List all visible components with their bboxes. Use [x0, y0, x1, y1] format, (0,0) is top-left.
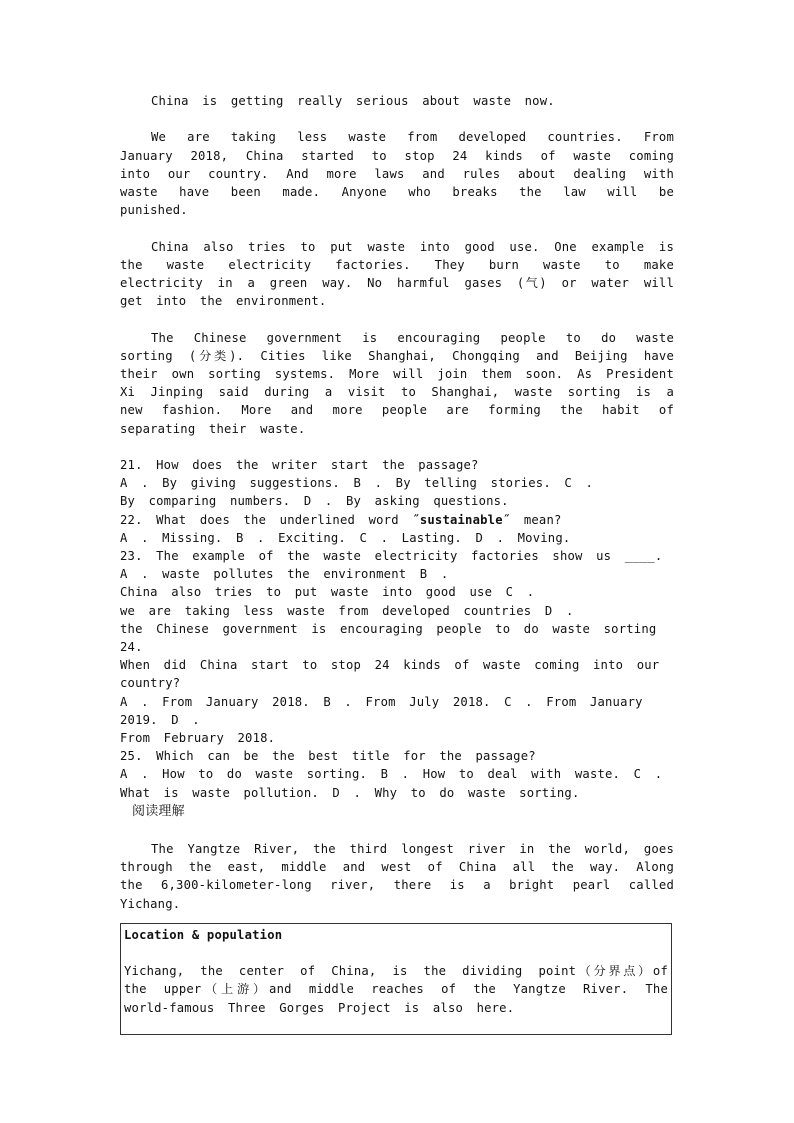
- document-page: [120, 92, 674, 1035]
- info-table: [120, 923, 672, 1035]
- table-title: Location & population: [124, 927, 283, 942]
- passage-paragraph-3: China also tries to put waste into good use. One example is the waste electricity factories. They burn waste to make electricity in a green way. No harmful gases (气) or water will get into the environment.: [120, 239, 674, 309]
- section-intro: The Yangtze River, the third longest river in the world, goes through the east, middle and west of China all the way. Along the 6,300-kilometer-long river, there is a bright pearl called Yichang.: [120, 842, 674, 911]
- question-22-suffix: mean?: [523, 512, 562, 527]
- question-24: 24. When did China start to stop 24 kinds of waste coming into our country? A . From January 2018. B . From July 2018. C . From January 2019. D . From February 2018.: [120, 640, 660, 746]
- section-heading: 阅读理解: [132, 803, 185, 819]
- passage-paragraph-2: We are taking less waste from developed countries. From January 2018, China started to stop 24 kinds of waste coming into our country. And more laws and rules about dealing with waste have been made. Anyone who breaks the law will be punished.: [120, 130, 674, 218]
- question-23: 23. The example of the waste electricity factories show us ____. A . waste pollutes the environment B . China also tries to put waste into good use C . we are taking less waste from developed countries D . the Chinese government is encouraging people to do waste sorting: [120, 549, 663, 636]
- passage-paragraph-1: China is getting really serious about waste now.: [151, 94, 555, 108]
- question-21: 21. How does the writer start the passage? A . By giving suggestions. B . By telling stories. C . By comparing numbers. D . By asking questions.: [120, 458, 594, 509]
- question-22-options: A . Missing. B . Exciting. C . Lasting. D . Moving.: [120, 530, 571, 545]
- table-text: Yichang, the center of China, is the dividing point（分界点）of the upper（上游）and middle reaches of the Yangtze River. The world-famous Three Gorges Project is also here.: [124, 964, 668, 1015]
- question-25: 25. Which can be the best title for the passage? A . How to do waste sorting. B . How to deal with waste. C . What is waste pollution. D . Why to do waste sorting.: [120, 749, 663, 800]
- question-22-stem: 22. What does the underlined word: [120, 512, 399, 527]
- underlined-word: ˝sustainable˝: [412, 512, 511, 527]
- question-22: [120, 511, 674, 529]
- passage-paragraph-4: The Chinese government is encouraging people to do waste sorting (分类). Cities like Shanghai, Chongqing and Beijing have their own sorting systems. More will join them soon. As President Xi Jinping said during a visit to Shanghai, waste sorting is a new fashion. More and more people are forming the habit of separating their waste.: [120, 330, 674, 436]
